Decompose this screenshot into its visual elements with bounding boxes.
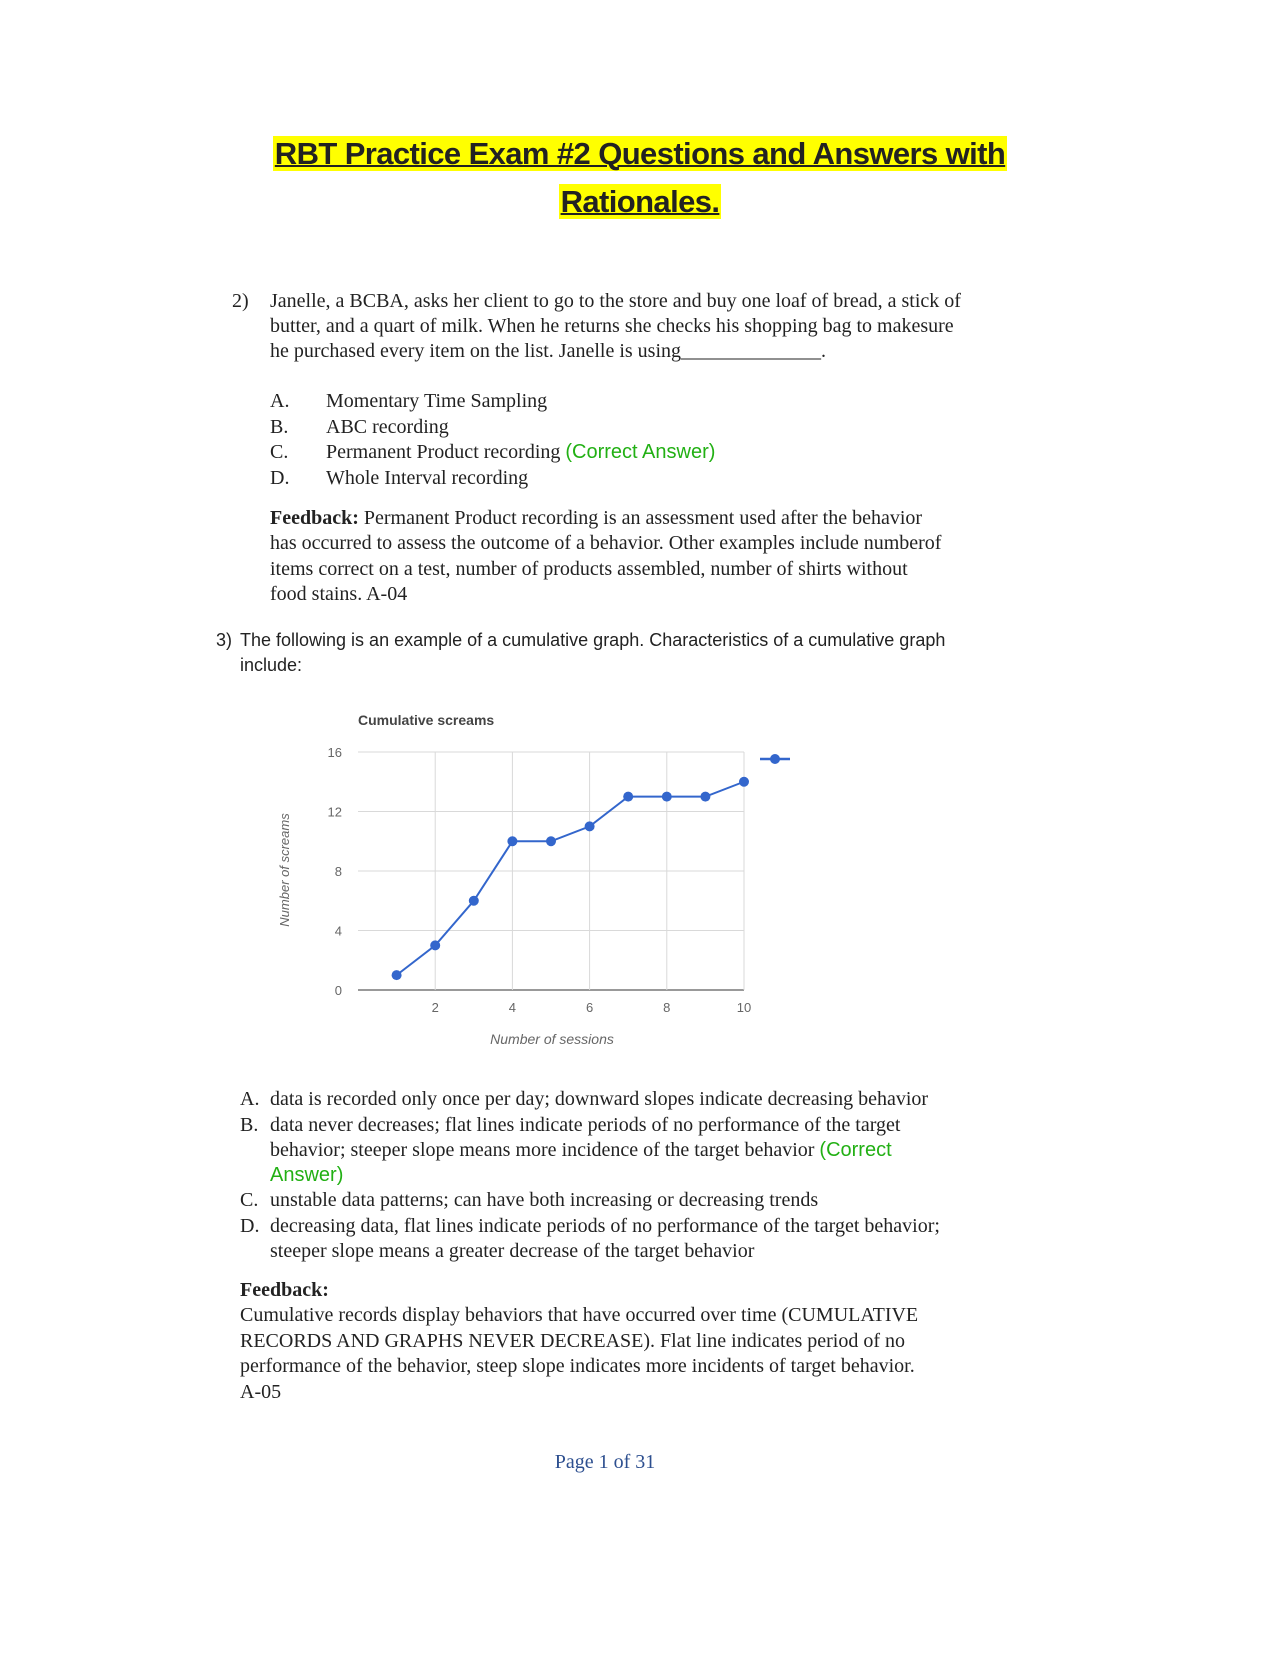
option-letter: D.: [270, 467, 290, 489]
option-letter: A.: [240, 1088, 260, 1110]
data-point: [662, 792, 672, 802]
x-axis-label: Number of sessions: [490, 1031, 614, 1047]
feedback-line-4: A-05: [240, 1381, 282, 1403]
y-tick-label: 12: [327, 804, 342, 820]
page-number: Page 1 of 31: [554, 1451, 656, 1473]
y-tick-label: 4: [334, 923, 342, 939]
option-letter: A.: [270, 390, 290, 412]
feedback-line-3: items correct on a test, number of products assembled, number of shirts without: [270, 558, 908, 580]
feedback-line-1: Cumulative records display behaviors that have occurred over time (CUMULATIVE: [240, 1304, 919, 1326]
y-tick-label: 8: [334, 864, 342, 879]
correct-answer-tag: (Correct Answer): [565, 441, 716, 463]
feedback-line-3: performance of the behavior, steep slope indicates more incidents of target behavior.: [240, 1355, 915, 1377]
y-tick-label: 0: [334, 983, 342, 998]
question-2-line-2: butter, and a quart of milk. When he returns she checks his shopping bag to makesure: [270, 315, 954, 337]
chart-legend: [760, 754, 790, 764]
question-3-number: 3): [216, 630, 233, 650]
data-point: [469, 896, 479, 906]
feedback-line-2: RECORDS AND GRAPHS NEVER DECREASE). Flat line indicates period of no: [240, 1330, 905, 1352]
feedback-line-2: has occurred to assess the outcome of a behavior. Other examples include numberof: [270, 532, 942, 554]
x-tick-label: 10: [736, 1000, 752, 1015]
option-letter: B.: [270, 416, 289, 438]
option-letter: D.: [240, 1215, 260, 1237]
feedback-line-4: food stains. A-04: [270, 583, 408, 605]
question-3-line-1: The following is an example of a cumulative graph. Characteristics of a cumulative graph: [240, 630, 946, 650]
option-text: data is recorded only once per day; downward slopes indicate decreasing behavior: [270, 1088, 929, 1110]
option-text: decreasing data, flat lines indicate periods of no performance of the target behavior;: [270, 1215, 940, 1237]
correct-answer-tag-cont: Answer): [270, 1164, 344, 1186]
series-line: [397, 782, 744, 975]
page-title-line-2: Rationales.: [560, 184, 720, 219]
question-2-line-3: he purchased every item on the list. Janelle is using______________.: [270, 340, 827, 362]
option-text: data never decreases; flat lines indicate periods of no performance of the target: [270, 1114, 901, 1136]
option-text: Permanent Product recording (Correct Answer): [326, 441, 716, 463]
y-tick-label: 16: [327, 745, 342, 760]
y-axis-label: Number of screams: [277, 813, 292, 927]
x-tick-label: 4: [508, 1000, 517, 1015]
option-text: Momentary Time Sampling: [326, 390, 548, 412]
option-text: Whole Interval recording: [326, 467, 529, 489]
correct-answer-tag: (Correct: [819, 1139, 892, 1161]
data-point: [546, 836, 556, 846]
option-letter: C.: [240, 1189, 259, 1211]
page-title-line-1: RBT Practice Exam #2 Questions and Answers with: [274, 136, 1006, 171]
option-text: ABC recording: [326, 416, 449, 438]
x-tick-label: 8: [663, 1000, 671, 1015]
data-point: [392, 970, 402, 980]
x-tick-label: 6: [585, 1000, 594, 1015]
option-text: unstable data patterns; can have both increasing or decreasing trends: [270, 1189, 819, 1211]
data-point: [739, 777, 749, 787]
x-tick-label: 2: [431, 1000, 439, 1015]
option-letter: B.: [240, 1114, 259, 1136]
chart-title: Cumulative screams: [358, 712, 495, 728]
question-2-number: 2): [232, 290, 249, 312]
data-point: [507, 836, 517, 846]
chart-grid: [358, 752, 744, 990]
feedback-label: Feedback:: [270, 507, 359, 529]
data-point: [623, 792, 633, 802]
option-text-line-2: steeper slope means a greater decrease of the target behavior: [270, 1240, 755, 1262]
cumulative-screams-chart: [260, 700, 820, 1060]
option-text-line-2: behavior; steeper slope means more incidence of the target behavior (Correct: [270, 1139, 892, 1161]
data-point: [430, 940, 440, 950]
option-letter: C.: [270, 441, 289, 463]
y-tick-labels: [328, 745, 342, 998]
question-3-line-2: include:: [240, 655, 303, 675]
feedback-line-1: Permanent Product recording is an assessment used after the behavior: [358, 507, 923, 529]
x-tick-labels: [432, 1000, 752, 1015]
question-2-line-1: Janelle, a BCBA, asks her client to go to the store and buy one loaf of bread, a stick of: [270, 290, 961, 312]
feedback-label: Feedback:: [240, 1279, 329, 1301]
data-point: [700, 792, 710, 802]
data-point: [585, 821, 595, 831]
series-cumulative-screams: [392, 777, 749, 980]
